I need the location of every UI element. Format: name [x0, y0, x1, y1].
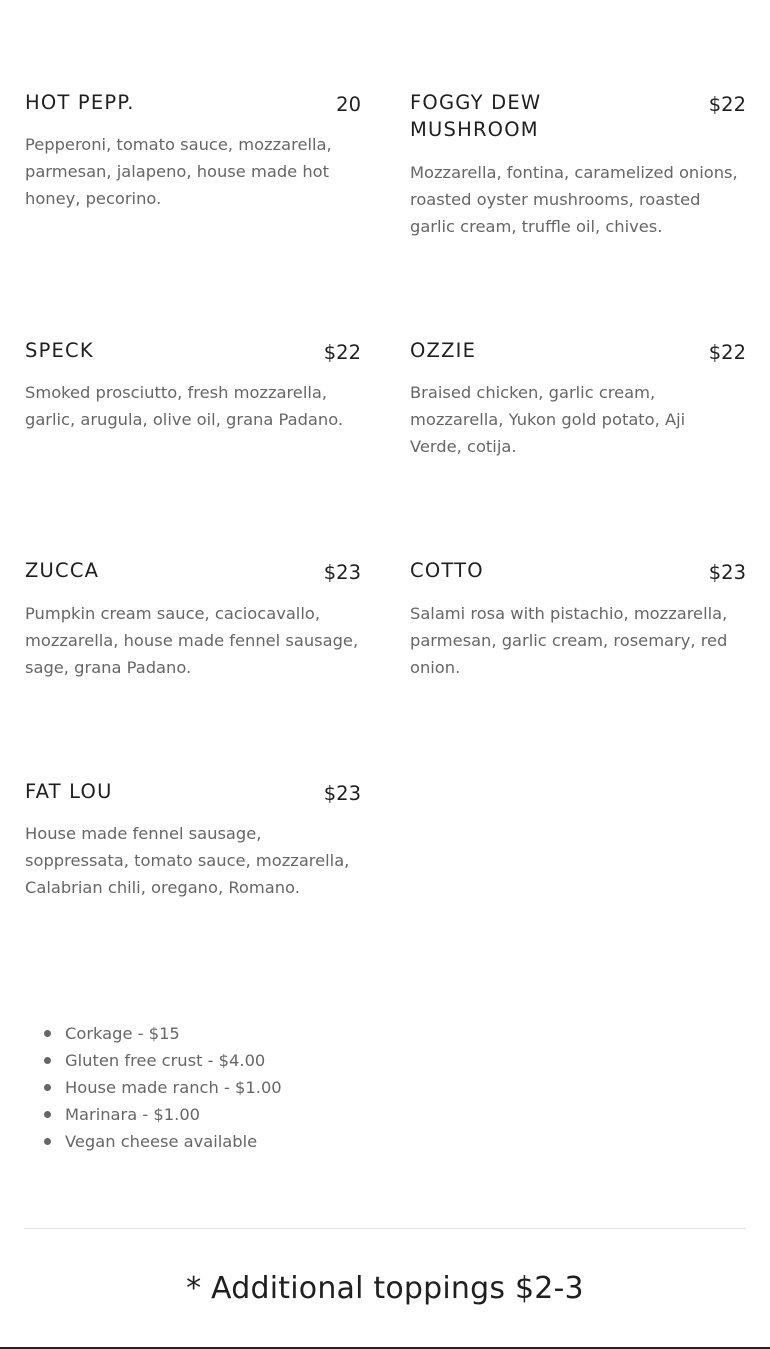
extras-list [44, 1020, 282, 1155]
menu-item-description: Braised chicken, garlic cream, mozzarella, Yukon gold potato, Aji Verde, cotija. [410, 383, 686, 456]
extras-list-item [44, 1128, 282, 1155]
additional-toppings-note: * Additional toppings $2-3 [186, 1271, 584, 1306]
extras-list-item [44, 1074, 282, 1101]
menu-item-foggy-dew-mushroom [410, 89, 746, 249]
menu-item-speck [25, 337, 361, 447]
bullet-icon [44, 1084, 51, 1091]
menu-item-name: SPECK [25, 339, 94, 362]
menu-item-name: OZZIE [410, 339, 477, 362]
menu-item-name: FAT LOU [25, 780, 113, 803]
menu-item-description: Pumpkin cream sauce, caciocavallo, mozzarella, house made fennel sausage, sage, grana Padano. [25, 604, 359, 677]
menu-item-name: COTTO [410, 559, 484, 582]
menu-item-zucca [25, 557, 361, 687]
menu-item-price: $22 [323, 341, 361, 364]
menu-item-price: $23 [708, 561, 746, 584]
menu-item-description: Salami rosa with pistachio, mozzarella, parmesan, garlic cream, rosemary, red onion. [410, 604, 728, 677]
menu-item-description: House made fennel sausage, soppressata, tomato sauce, mozzarella, Calabrian chili, oregano, Romano. [25, 824, 350, 897]
menu-item-ozzie [410, 337, 746, 467]
menu-item-price: $23 [323, 782, 361, 805]
menu-item-name: FOGGY DEW MUSHROOM [410, 91, 542, 141]
extras-item-label: Marinara - $1.00 [65, 1105, 201, 1124]
menu-item-description: Pepperoni, tomato sauce, mozzarella, parmesan, jalapeno, house made hot honey, pecorino. [25, 135, 332, 208]
menu-item-name: ZUCCA [25, 559, 100, 582]
menu-item-name: HOT PEPP. [25, 91, 135, 114]
menu-item-price: $23 [323, 561, 361, 584]
menu-item-description: Mozzarella, fontina, caramelized onions, roasted oyster mushrooms, roasted garlic cream, truffle oil, chives. [410, 163, 738, 236]
extras-item-label: Corkage - $15 [65, 1024, 180, 1043]
bullet-icon [44, 1111, 51, 1118]
extras-list-item [44, 1101, 282, 1128]
extras-item-label: Vegan cheese available [65, 1132, 258, 1151]
bullet-icon [44, 1057, 51, 1064]
menu-item-price: 20 [336, 93, 361, 116]
menu-item-cotto [410, 557, 746, 687]
menu-item-price: $22 [708, 341, 746, 364]
menu-item-hot-pepp [25, 89, 361, 219]
bullet-icon [44, 1138, 51, 1145]
section-divider [24, 1228, 746, 1229]
menu-item-description: Smoked prosciutto, fresh mozzarella, garlic, arugula, olive oil, grana Padano. [25, 383, 344, 429]
menu-item-fat-lou [25, 778, 361, 908]
extras-item-label: House made ranch - $1.00 [65, 1078, 282, 1097]
extras-list-item [44, 1020, 282, 1047]
bullet-icon [44, 1030, 51, 1037]
menu-item-price: $22 [708, 93, 746, 116]
extras-list-item [44, 1047, 282, 1074]
extras-item-label: Gluten free crust - $4.00 [65, 1051, 266, 1070]
